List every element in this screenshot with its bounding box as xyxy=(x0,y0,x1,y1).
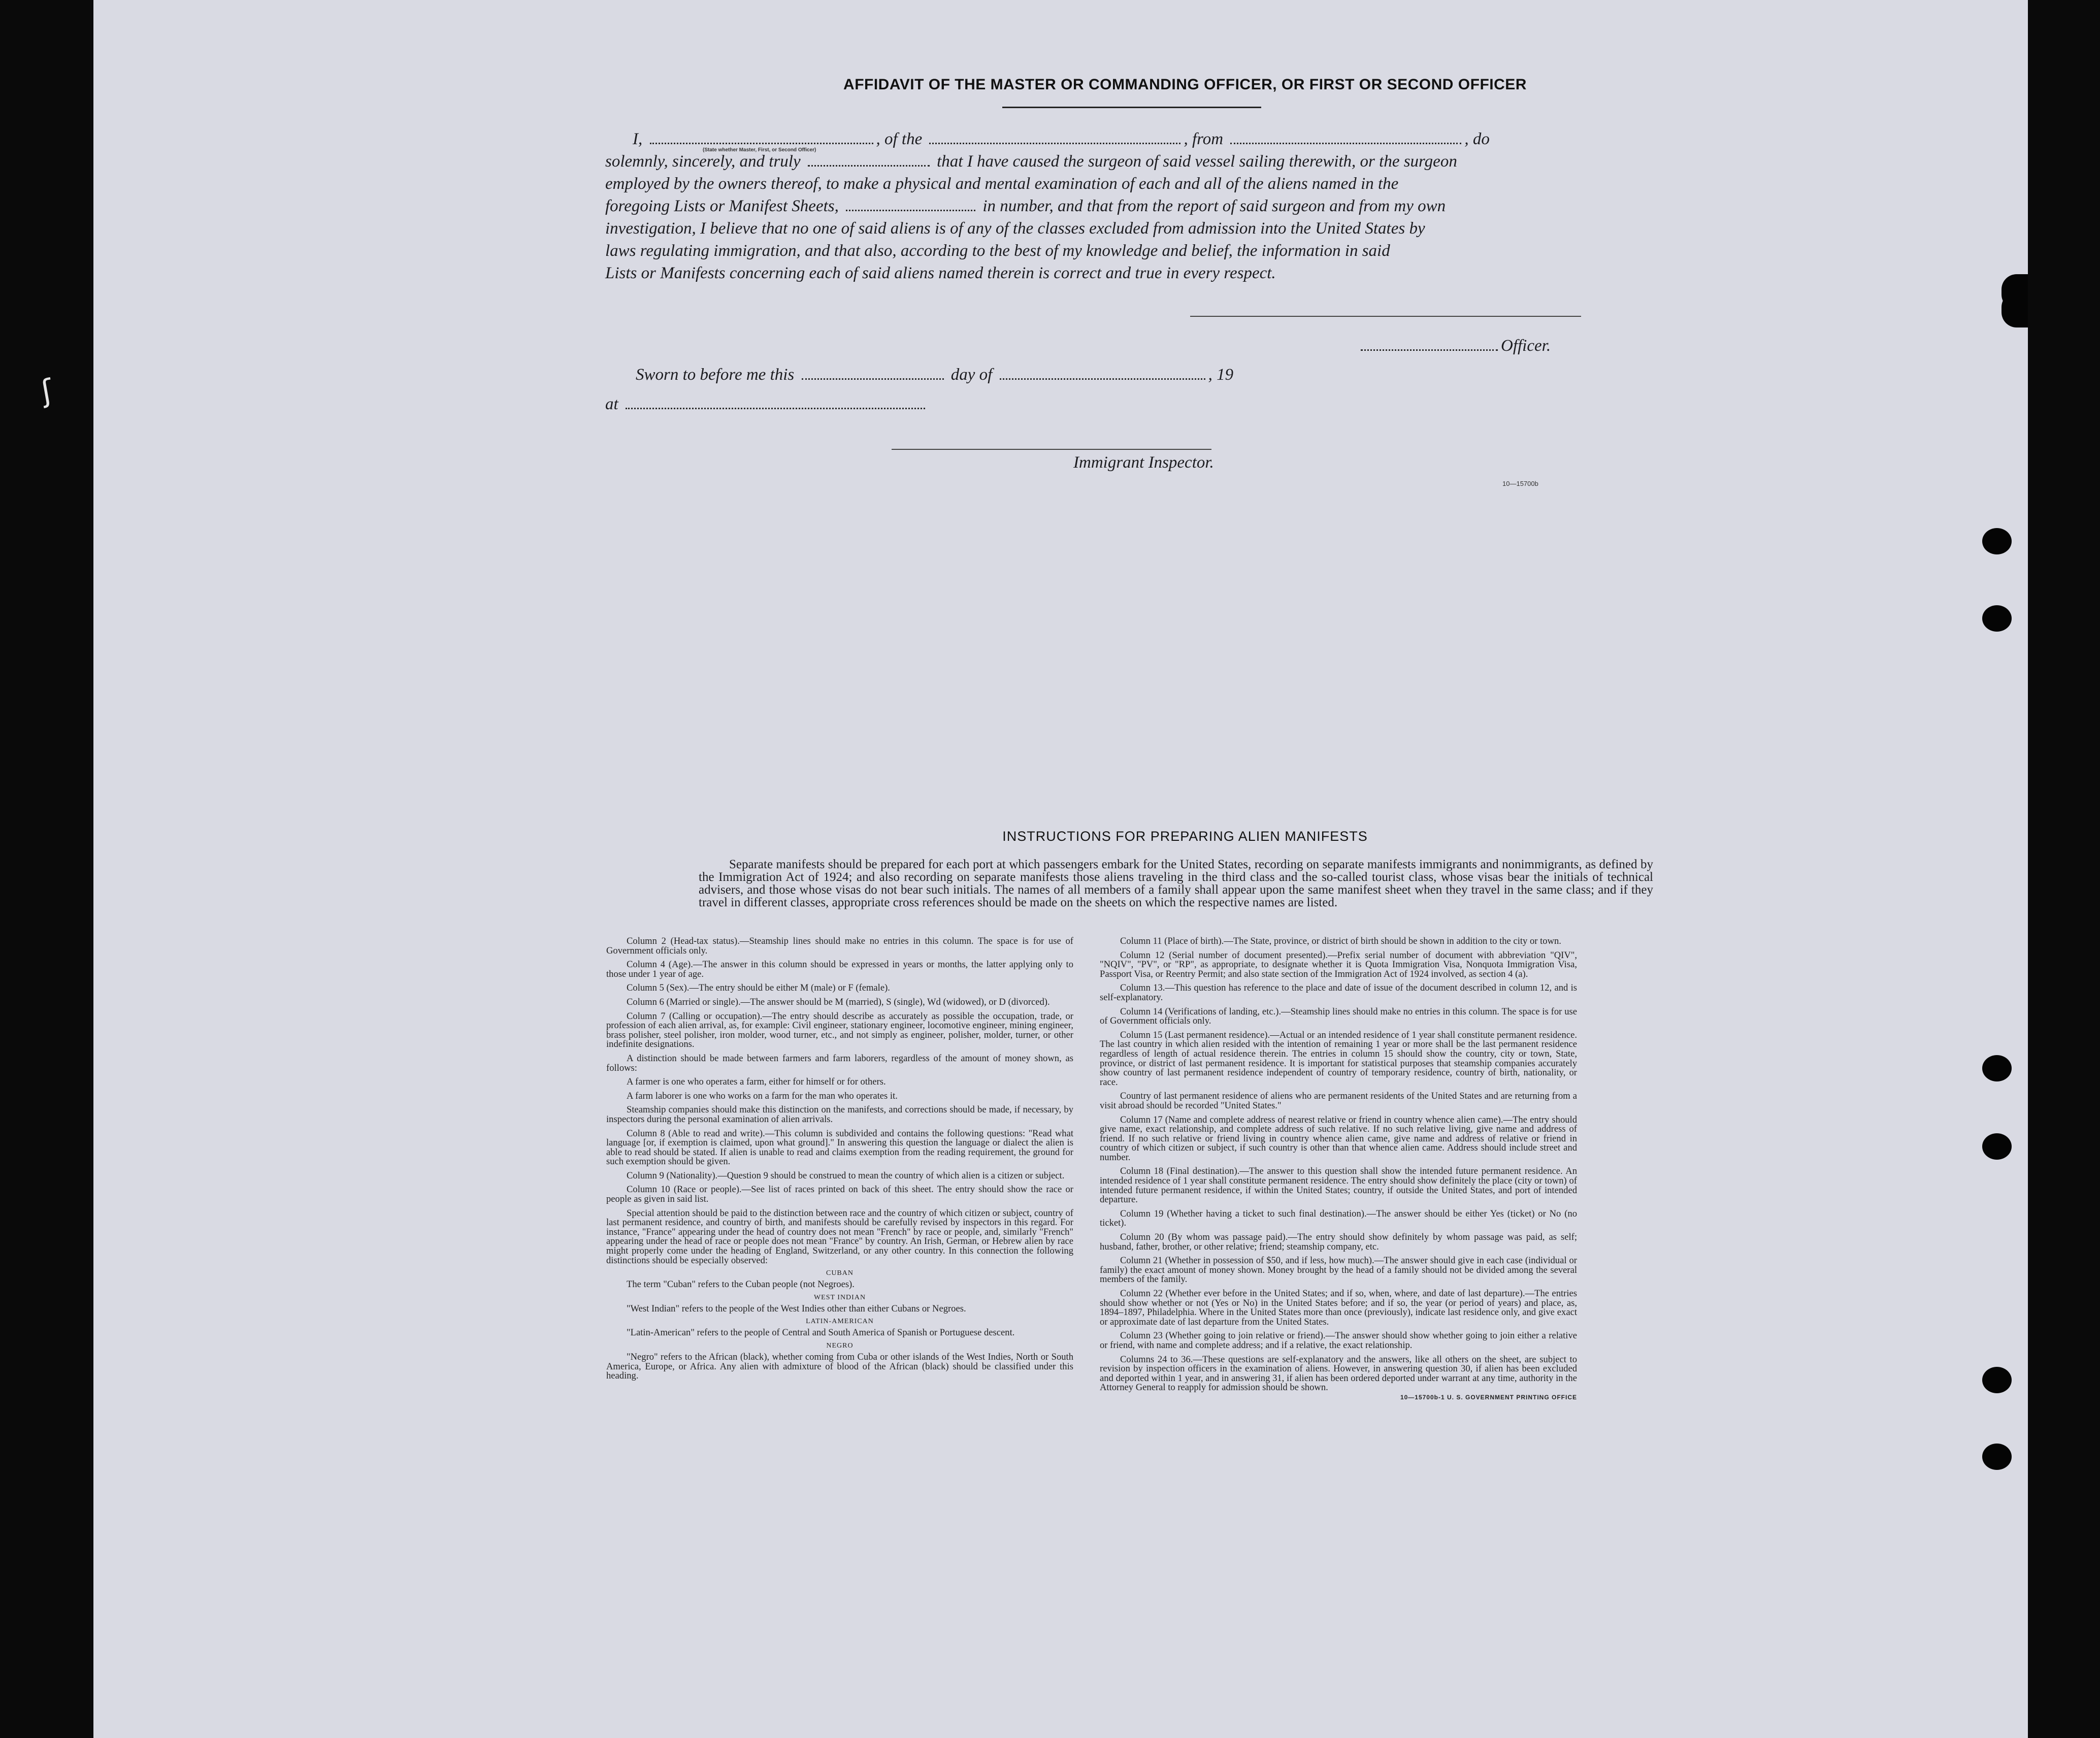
left-paragraph: A farmer is one who operates a farm, either for himself or for others. xyxy=(627,1076,886,1088)
affidavit-line-2 xyxy=(605,153,1457,170)
inspector-label: Immigrant Inspector. xyxy=(1073,453,1214,472)
heading-west-indian: WEST INDIAN xyxy=(813,1293,866,1301)
text-west-indian: "West Indian" refers to the people of the West Indies other than either Cubans or Negroes. xyxy=(627,1303,966,1314)
line1-from: , from xyxy=(1184,130,1224,148)
right-paragraph: Column 13.—This question has reference to the place and date of issue of the document described in column 12, and is self-explanatory. xyxy=(1100,982,1577,1003)
intro-paragraph: Separate manifests should be prepared for each port at which passengers embark for the United States, recording on separate manifests immigrants and nonimmigrants, as defined by the Immigration Act of 1924; and also recording on separate manifests those aliens traveling in the third class and the so-called tourist class, whose visas bear the initials of technical advisers, and those whose visas do not bear such initials. The names of all members of a family shall appear upon the same manifest sheet when they travel in the same class; and if they travel in different classes, appropriate cross references should be made on the sheets on which the respective names are listed. xyxy=(699,858,1653,909)
right-paragraph: Column 11 (Place of birth).—The State, province, or district of birth should be shown in addition to the city or town. xyxy=(1120,936,1561,946)
left-paragraph: Column 2 (Head-tax status).—Steamship lines should make no entries in this column. The space is for use of Government officials only. xyxy=(606,936,1073,956)
left-paragraph: A farm laborer is one who works on a farm for the man who operates it. xyxy=(627,1090,898,1101)
instructions-right-column xyxy=(1100,937,1577,1400)
text-latin-american: "Latin-American" refers to the people of Central and South America of Spanish or Portuguese descent. xyxy=(627,1327,1015,1338)
punch-hole xyxy=(1982,1444,2012,1470)
at-line xyxy=(605,396,928,413)
line2-a: solemnly, sincerely, and truly xyxy=(605,152,801,171)
right-paragraph: Column 15 (Last permanent residence).—Actual or an intended residence of 1 year shall constitute permanent residence. The last country in which alien resided with the intention of remaining 1 year or more shall be the last permanent residence regardless of length of actual residence therein. The entries in column 15 should show the country, city or town, State, province, or district of last permanent residence. It is important for statistical purposes that steamship companies accurately show country of last permanent residence independent of country of temporary residence, country of birth, nationality, or race. xyxy=(1100,1029,1577,1088)
right-paragraph: Column 17 (Name and complete address of nearest relative or friend in country whence alien came).—The entry should give name, exact relationship, and complete address of such relative. If no such relative living, give name and address of friend. If no such relative or friend living in country whence alien came, give name and address of relative or friend in country of which citizen or subject, if such country is other than that whence alien came. Address should include street and number. xyxy=(1100,1114,1577,1163)
instructions-intro xyxy=(699,858,1653,909)
at-label: at xyxy=(605,395,618,413)
right-paragraph: Country of last permanent residence of aliens who are permanent residents of the United States and are returning from a visit abroad should be recorded "United States." xyxy=(1100,1091,1577,1111)
day-blank[interactable] xyxy=(808,160,930,167)
left-paragraph: Column 4 (Age).—The answer in this column should be expressed in years or months, the latter applying only to those under 1 year of age. xyxy=(606,959,1073,979)
affidavit-line-6: laws regulating immigration, and that also, according to the best of my knowledge and belief, the information in said xyxy=(605,242,1390,260)
sworn-month-blank[interactable] xyxy=(1000,373,1205,380)
printing-office-footer: 10—15700b-1 U. S. GOVERNMENT PRINTING OFFICE xyxy=(1400,1393,1577,1401)
binding-tab xyxy=(2001,292,2028,327)
right-paragraph: Column 12 (Serial number of document presented).—Prefix serial number of document with abbreviation "QIV", "NQIV", "PV", or "RP", as appropriate, to designate whether it is Quota Immigration Visa, Nonquota Immigration Visa, Passport Visa, or Reentry Permit; and also state section of the Immigration Act of 1924 involved, as section 4 (a). xyxy=(1100,949,1577,979)
title-divider xyxy=(1002,107,1261,108)
affidavit-title: AFFIDAVIT OF THE MASTER OR COMMANDING OFFICER, OR FIRST OR SECOND OFFICER xyxy=(843,76,1527,93)
left-paragraph: Column 8 (Able to read and write).—This column is subdivided and contains the following questions: "Read what language [or, if exemption is claimed, upon what ground]." In answering this question the language or dialect the alien is able to read should be stated. If alien is unable to read and claims exemption from the reading requirement, the ground for such exemption should be given. xyxy=(606,1128,1073,1167)
left-paragraph: Column 5 (Sex).—The entry should be either M (male) or F (female). xyxy=(627,982,890,994)
right-paragraph: Column 18 (Final destination).—The answer to this question shall show the intended future permanent residence. An intended residence of 1 year shall constitute permanent residence. The entry should show definitely the place (city or town) of intended future permanent residence, if within the United States; country, if outside the United States, and port of intended departure. xyxy=(1100,1166,1577,1205)
text-cuban: The term "Cuban" refers to the Cuban people (not Negroes). xyxy=(627,1279,855,1290)
punch-hole xyxy=(1982,1367,2012,1393)
officer-rank-blank[interactable] xyxy=(650,138,873,144)
count-blank[interactable] xyxy=(846,205,975,211)
sworn-c: , 19 xyxy=(1208,366,1234,384)
left-paragraph: Special attention should be paid to the distinction between race and the country of which citizen or subject, country of last permanent residence, and country of birth, and manifests should be carefully revised by inspectors in this regard. For instance, "France" appearing under the head of country does not mean "French" by race or people, and, similarly "French" appearing under the head of race or people does not mean "France" by country. An Irish, German, or Hebrew alien by race might properly come under the heading of England, Switzerland, or any other country. In this connection the following distinctions should be especially observed: xyxy=(606,1207,1073,1266)
vessel-name-blank[interactable] xyxy=(929,138,1180,144)
document-page xyxy=(93,0,2028,1738)
affidavit-line-3: employed by the owners thereof, to make a physical and mental examination of each and all of the aliens named in the xyxy=(605,175,1399,193)
signature-line-upper xyxy=(1190,316,1581,317)
right-paragraph: Column 14 (Verifications of landing, etc.).—Steamship lines should make no entries in this column. The space is for use of Government officials only. xyxy=(1100,1006,1577,1027)
right-paragraph: Columns 24 to 36.—These questions are self-explanatory and the answers, like all others on the sheet, are subject to revision by inspection officers in the examination of aliens. However, in answering question 30, if alien has been excluded and deported within 1 year, and in answering 31, if alien has been ordered deported under warrant at any time, authority in the Attorney General to reapply for admission should be shown. xyxy=(1100,1354,1577,1393)
right-paragraph: Column 19 (Whether having a ticket to such final destination).—The answer should be either Yes (ticket) or No (no ticket). xyxy=(1100,1208,1577,1229)
right-paragraph: Column 21 (Whether in possession of $50, and if less, how much).—The answer should give in each case (individual or family) the exact amount of money shown. Money brought by the head of a family should not be divided among the several members of the family. xyxy=(1100,1255,1577,1285)
punch-hole xyxy=(1982,1055,2012,1081)
sworn-day-blank[interactable] xyxy=(802,373,944,380)
instructions-title: INSTRUCTIONS FOR PREPARING ALIEN MANIFESTS xyxy=(1002,829,1368,844)
sworn-b: day of xyxy=(950,366,993,384)
left-paragraph: Steamship companies should make this distinction on the manifests, and corrections should be made, if necessary, by inspectors during the personal examination of alien arrivals. xyxy=(606,1104,1073,1125)
left-paragraph: Column 10 (Race or people).—See list of races printed on back of this sheet. The entry should show the race or people as given in said list. xyxy=(606,1184,1073,1205)
affidavit-line-4 xyxy=(605,198,1446,215)
place-blank[interactable] xyxy=(626,403,925,409)
left-paragraph: A distinction should be made between farmers and farm laborers, regardless of the amount of money shown, as follows: xyxy=(606,1053,1073,1073)
instructions-left-column xyxy=(606,937,1073,1386)
officer-signature-blank[interactable] xyxy=(1361,344,1498,351)
line1-do: , do xyxy=(1464,130,1490,148)
affidavit-line-5: investigation, I believe that no one of said aliens is of any of the classes excluded from admission into the United States by xyxy=(605,219,1425,238)
left-paragraph: Column 6 (Married or single).—The answer should be M (married), S (single), Wd (widowed), or D (divorced). xyxy=(627,996,1050,1007)
affidavit-line-1 xyxy=(633,131,1490,148)
officer-label: Officer. xyxy=(1501,337,1551,355)
line2-b: that I have caused the surgeon of said vessel sailing therewith, or the surgeon xyxy=(937,152,1457,171)
officer-hint: (State whether Master, First, or Second Officer) xyxy=(703,147,816,153)
punch-hole xyxy=(1982,605,2012,632)
sworn-line xyxy=(636,367,1233,383)
heading-negro: NEGRO xyxy=(826,1342,854,1350)
scan-mark: ʃ xyxy=(39,372,55,410)
line4-a: foregoing Lists or Manifest Sheets, xyxy=(605,197,839,215)
affidavit-line-7: Lists or Manifests concerning each of said aliens named therein is correct and true in every respect. xyxy=(605,264,1276,282)
punch-hole xyxy=(1982,528,2012,554)
officer-signature xyxy=(1358,338,1551,354)
inspector-signature-line xyxy=(892,449,1211,450)
right-paragraph: Column 23 (Whether going to join relative or friend).—The answer should show whether going to join either a relative or friend, with name and complete address; and if a relative, the exact relationship. xyxy=(1100,1330,1577,1351)
line4-b: in number, and that from the report of said surgeon and from my own xyxy=(982,197,1446,215)
heading-cuban: CUBAN xyxy=(826,1269,854,1277)
line1-of-the: , of the xyxy=(876,130,923,148)
text-negro: "Negro" refers to the African (black), whether coming from Cuba or other islands of the West Indies, North or South America, Europe, or Africa. Any alien with admixture of blood of the African (black) should be classified under this heading. xyxy=(606,1352,1073,1382)
heading-latin-american: LATIN-AMERICAN xyxy=(806,1318,874,1326)
port-blank[interactable] xyxy=(1230,138,1461,144)
line1-i: I, xyxy=(633,130,643,148)
left-paragraph: Column 7 (Calling or occupation).—The entry should describe as accurately as possible the occupation, trade, or profession of each alien arrival, as, for example: Civil engineer, stationary engineer, locomotive engineer, mining engineer, brass polisher, steel polisher, iron molder, wood turner, etc., and not simply as engineer, polisher, molder, turner, or other indefinite designations. xyxy=(606,1010,1073,1050)
form-code: 10—15700b xyxy=(1502,480,1538,487)
sworn-a: Sworn to before me this xyxy=(636,366,795,384)
left-paragraph: Column 9 (Nationality).—Question 9 should be construed to mean the country of which alien is a citizen or subject. xyxy=(627,1170,1065,1181)
punch-hole xyxy=(1982,1133,2012,1160)
right-paragraph: Column 22 (Whether ever before in the United States; and if so, when, where, and date of last departure).—The entries should show whether or not (Yes or No) in the United States before; and if so, the year (or period of years) and place, as, 1894–1897, Philadelphia. Where in the United States more than once (previously), indicate last residence only, and give exact or approximate date of last departure from the United States. xyxy=(1100,1288,1577,1327)
right-paragraph: Column 20 (By whom was passage paid).—The entry should show definitely by whom passage was paid, as self; husband, father, brother, or other relative; friend; steamship company, etc. xyxy=(1100,1232,1577,1252)
